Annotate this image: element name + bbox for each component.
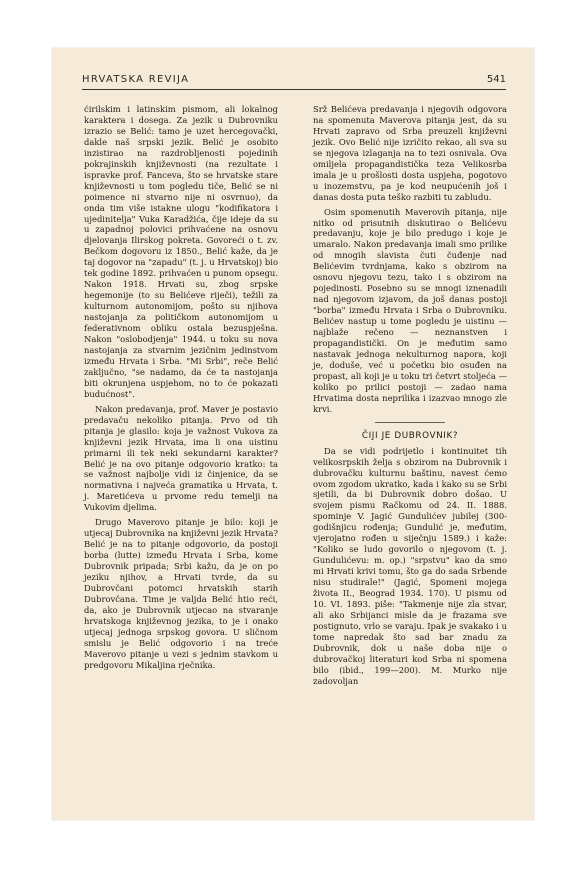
header-rule	[82, 89, 506, 90]
section-divider	[313, 417, 507, 423]
left-column	[84, 104, 278, 671]
paragraph: Nakon predavanja, prof. Maver je postavio predavaču nekoliko pitanja. Prvo od tih pitanja je glasilo: koja je važnost Vukova za književni jezik Hrvata, ima li ona uistinu primarni ili tek neki sekundarni karakter? Belić je na ovo pitanje odgovorio kratko: ta se važnost najbolje vidi iz činjenice, da se normativna i najveća gramatika u Hrvata, t. j. Maretićeva u prvome redu temelji na Vukovim djelima.	[84, 403, 278, 513]
paragraph: Osim spomenutih Maverovih pitanja, nije nitko od prisutnih diskutirao o Belićevu predavanju, koje je bilo predugo i koje je umaralo. Nakon predavanja imali smo prilike od mnogih slavista čuti čuđenje nad Belićevim tvrdnjama, kako s obzirom na osnovu njegovu tezu, tako i s obzirom na pojedinosti. Posebno su se mnogi iznenadili nad njegovom izjavom, da još danas postoji "borba" između Hrvata i Srba o Dubrovniku. Belićev nastup u tome pogledu je uistinu — najblaže rečeno — neznanstven i propagandistički. On je međutim samo nastavak jednoga nekulturnog napora, koji je, doduše, već u početku bio osuđen na propast, ali koji je u toku tri četvrt stoljeća — koliko po prilici postoji — zadao nama Hrvatima dosta neprilika i izazvao mnogo zle krvi.	[313, 206, 507, 414]
running-header	[82, 74, 506, 88]
paragraph: Drugo Maverovo pitanje je bilo: koji je utjecaj Dubrovnika na književni jezik Hrvata? Belić je na to pitanje odgovorio, da postoji borba (lutte) između Hrvata i Srba, kome Dubrovnik pripada; Srbi kažu, da je on po jeziku njihov, a Hrvati tvrde, da su Dubrovčani potomci hrvatskih starih Dubrovčana. Time je valjda Belić htio reći, da, ako je Dubrovnik utjecao na stvaranje hrvatskoga književnog jezika, to je i onako utjecaj jednoga srpskog govora. U sličnom smislu je Belić odgovorio i na treće Maverovo pitanje u vezi s jednim stavkom u predgovoru Mikaljina rječnika.	[84, 517, 278, 670]
paragraph: Srž Belićeva predavanja i njegovih odgovora na spomenuta Maverova pitanja jest, da su Hrvati zapravo od Srba preuzeli književni jezik. Ovo Belić nije izričito rekao, ali sva su se njegova izlaganja na to tezi osnivala. Ova omiljela propagandistička teza Velikosrba imala je u prošlosti dosta uspjeha, pogotovo u inozemstvu, pa je kod neupućenih još i danas dosta puta teško razbiti tu zabludu.	[313, 104, 507, 202]
journal-title: HRVATSKA REVIJA	[82, 74, 190, 85]
paragraph: ćirilskim i latinskim pismom, ali lokalnog karaktera i dosega. Za jezik u Dubrovniku izrazio se Belić: tamo je uzet hercegovački, dakle naš srpski jezik. Belić je osobito inzistirao na razdrobljenosti pojedinih pokrajinskih književnosti (na rezultate i ispravke prof. Fanceva, što se hrvatske stare književnosti u tom pogledu tiče, Belić se ni poimence ni stvarno nije ni osvrnuo), da onda tim više istakne ulogu "kodifikatora i ujedinitelja" Vuka Karadžića, čije ideje da su u zapadnoj polovici prihvaćene na osnovu djelovanja Ilirskog pokreta. Govoreći o t. zv. Bečkom dogovoru iz 1850., Belić kaže, da je taj dogovor na "zapadu" (t. j. u Hrvatskoj) bio tek godine 1892. prihvaćen u punom opsegu. Nakon 1918. Hrvati su, zbog srpske hegemonije (to su Belićeve riječi), težili za kulturnom autonomijom, pošto su njihova nastojanja za političkom autonomijom u federativnom obliku ostala bezuspješna. Nakon "oslobodjenja" 1944. u toku su nova nastojanja za stvarnim jezičnim jedinstvom između Hrvata i Srba. "Mi Srbi", reče Belić zaključno, "se nadamo, da će ta nastojanja biti okrunjena uspjehom, no to će pokazati budućnost".	[84, 104, 278, 399]
page-sheet	[52, 48, 534, 820]
right-column	[313, 104, 507, 687]
page-number: 541	[486, 74, 506, 85]
paragraph: Da se vidi podrijetlo i kontinuitet tih velikosrpskih želja s obzirom na Dubrovnik i dubrovačku kulturnu baštinu, navest ćemo ovom zgodom ukratko, kada i kako su se Srbi sjetili, da bi Dubrovnik dobro došao. U svojem pismu Račkomu od 24. II. 1888. spominje V. Jagić Gundulićev jubilej (300-godišnjicu rođenja; Gundulić je, međutim, vjerojatno rođen u siječnju 1589.) i kaže: "Koliko se ludo govorilo o njegovom (t. j. Gundulićevu: m. op.) "srpstvu" kao da smo mi Hrvati krivi tomu, što ga do sada Srbende nisu studirale!" (Jagić, Spomeni mojega života II., Beograd 1934. 170). U pismu od 10. VI. 1893. piše: "Takmenje nije zla stvar, ali ako Srbijanci misle da je frazama sve postignuto, vrlo se varaju. Ipak je svakako i u tome napredak što sad bar znadu za Dubrovnik, dok u naše doba nije o dubrovačkoj literaturi kod Srba ni spomena bilo (ibid., 199—200). M. Murko nije zadovoljan	[313, 445, 507, 686]
section-heading: ČIJI JE DUBROVNIK?	[361, 430, 459, 441]
